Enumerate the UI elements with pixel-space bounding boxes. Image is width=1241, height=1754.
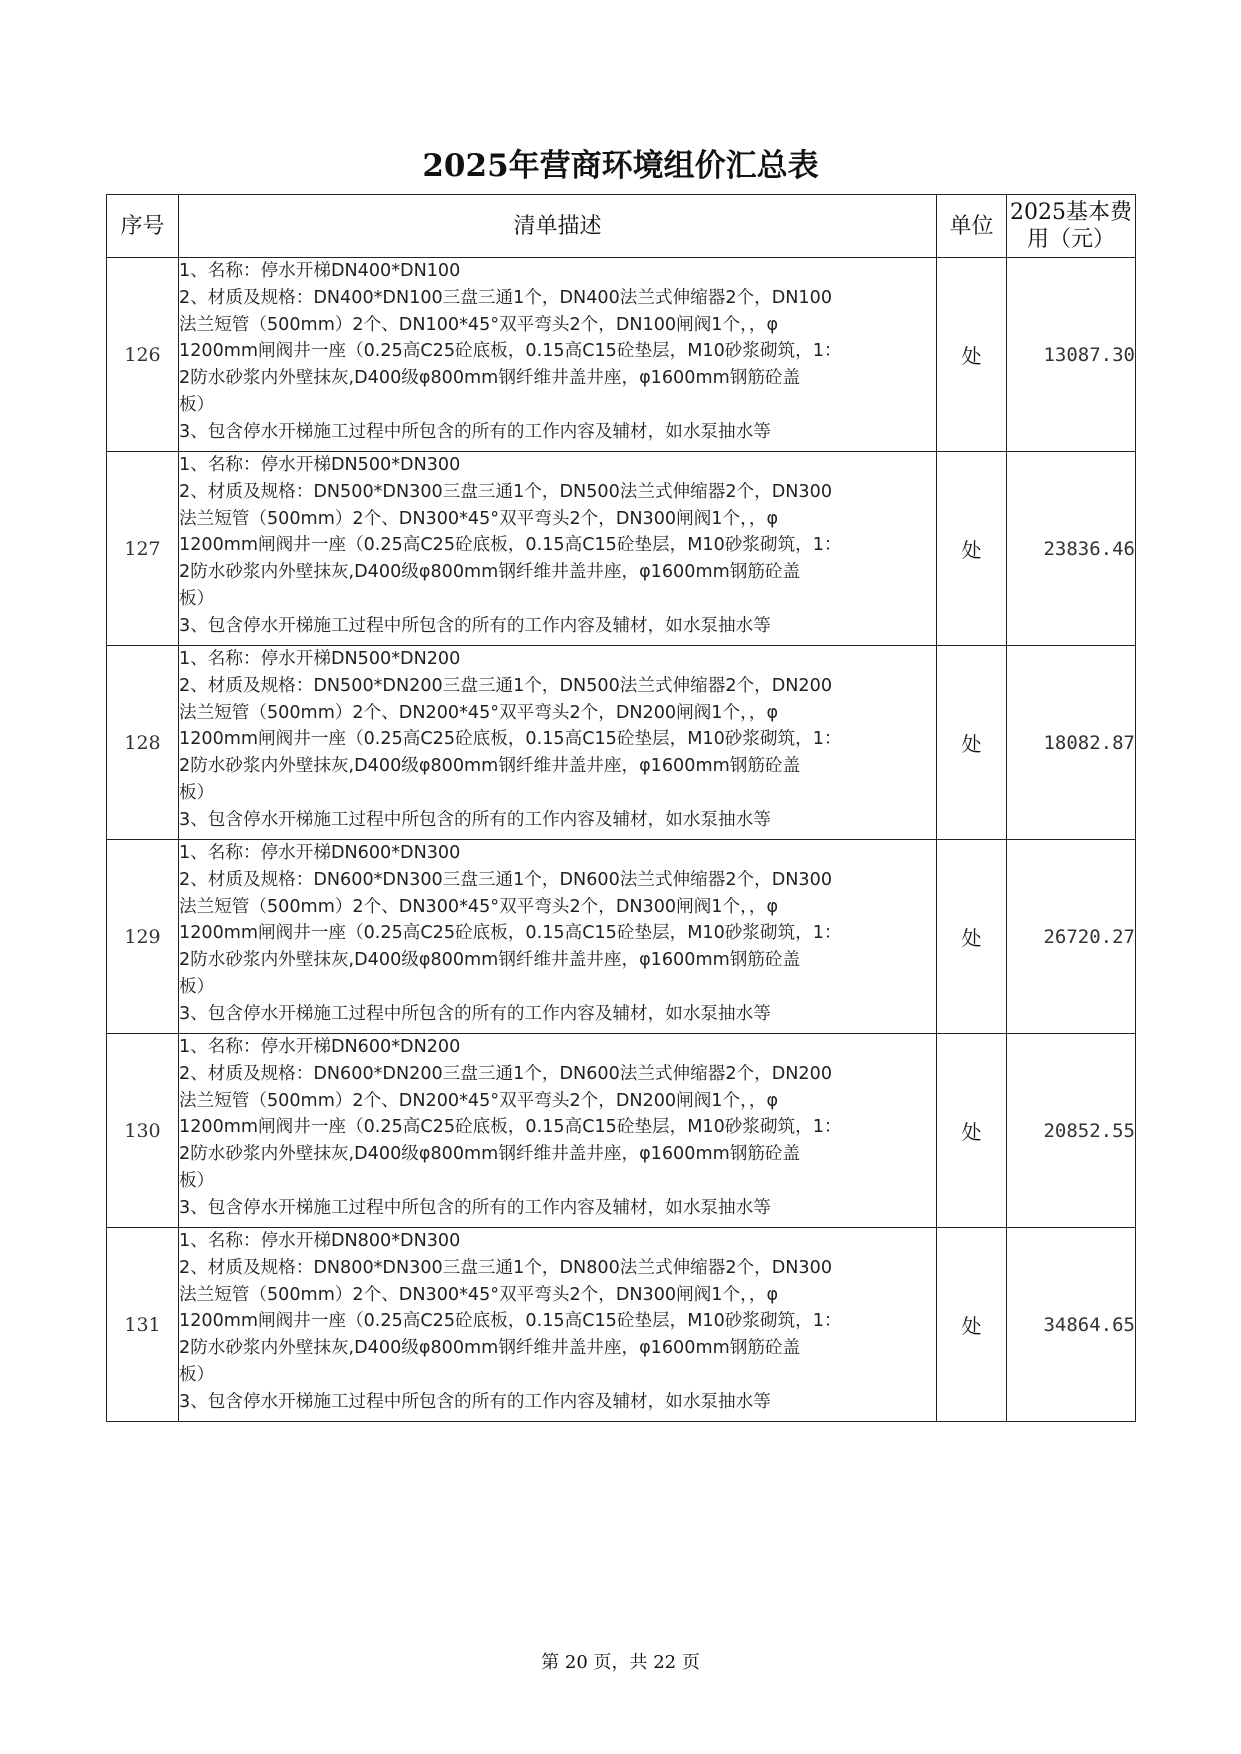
description-line: 板） (179, 976, 215, 997)
row-price: 34864.65 (1007, 1228, 1136, 1422)
description-line: 2、材质及规格：DN800*DN300三盘三通1个，DN800法兰式伸缩器2个，DN300 (179, 1257, 833, 1278)
description-line: 板） (179, 1364, 215, 1385)
header-price (1007, 195, 1136, 258)
row-seq: 128 (107, 646, 179, 840)
description-line: 3、包含停水开梯施工过程中所包含的所有的工作内容及辅材，如水泵抽水等 (179, 615, 771, 636)
header-description: 清单描述 (179, 195, 937, 258)
description-line: 1200mm闸阀井一座（0.25高C25砼底板，0.15高C15砼垫层，M10砂浆砌筑，1： (179, 923, 842, 944)
row-unit: 处 (937, 1034, 1007, 1228)
description-line: 2防水砂浆内外壁抹灰,D400级φ800mm钢纤维井盖井座，φ1600mm钢筋砼盖 (179, 1144, 801, 1165)
row-description (179, 1034, 937, 1228)
table-row (107, 1228, 1136, 1422)
row-unit: 处 (937, 646, 1007, 840)
header-seq: 序号 (107, 195, 179, 258)
description-line: 2、材质及规格：DN500*DN300三盘三通1个，DN500法兰式伸缩器2个，DN300 (179, 481, 833, 502)
description-line: 板） (179, 782, 215, 803)
table-row (107, 840, 1136, 1034)
description-line: 板） (179, 1170, 215, 1191)
description-line: 1、名称：停水开梯DN500*DN300 (179, 455, 461, 475)
description-line: 1、名称：停水开梯DN500*DN200 (179, 649, 461, 669)
table-row (107, 646, 1136, 840)
row-price: 20852.55 (1007, 1034, 1136, 1228)
row-description (179, 646, 937, 840)
row-seq: 130 (107, 1034, 179, 1228)
description-line: 1、名称：停水开梯DN600*DN200 (179, 1037, 461, 1057)
row-price: 18082.87 (1007, 646, 1136, 840)
description-line: 2、材质及规格：DN400*DN100三盘三通1个，DN400法兰式伸缩器2个，DN100 (179, 287, 833, 308)
description-line: 3、包含停水开梯施工过程中所包含的所有的工作内容及辅材，如水泵抽水等 (179, 1197, 771, 1218)
description-line: 法兰短管（500mm）2个、DN200*45°双平弯头2个，DN200闸阀1个，，φ (179, 1090, 779, 1111)
row-unit: 处 (937, 452, 1007, 646)
header-price-line1: 2025基本费 (1010, 200, 1132, 225)
description-line: 3、包含停水开梯施工过程中所包含的所有的工作内容及辅材，如水泵抽水等 (179, 1391, 771, 1412)
row-seq: 129 (107, 840, 179, 1034)
description-line: 1200mm闸阀井一座（0.25高C25砼底板，0.15高C15砼垫层，M10砂浆砌筑，1： (179, 535, 842, 556)
description-line: 法兰短管（500mm）2个、DN200*45°双平弯头2个，DN200闸阀1个，，φ (179, 702, 779, 723)
table-row (107, 258, 1136, 452)
description-line: 法兰短管（500mm）2个、DN300*45°双平弯头2个，DN300闸阀1个，，φ (179, 1284, 779, 1305)
row-description (179, 1228, 937, 1422)
description-line: 2防水砂浆内外壁抹灰,D400级φ800mm钢纤维井盖井座，φ1600mm钢筋砼盖 (179, 950, 801, 971)
description-line: 法兰短管（500mm）2个、DN300*45°双平弯头2个，DN300闸阀1个，，φ (179, 896, 779, 917)
description-line: 2防水砂浆内外壁抹灰,D400级φ800mm钢纤维井盖井座，φ1600mm钢筋砼盖 (179, 1338, 801, 1359)
row-description (179, 258, 937, 452)
row-seq: 126 (107, 258, 179, 452)
description-line: 法兰短管（500mm）2个、DN100*45°双平弯头2个，DN100闸阀1个，，φ (179, 314, 779, 335)
row-description (179, 452, 937, 646)
description-line: 2防水砂浆内外壁抹灰,D400级φ800mm钢纤维井盖井座，φ1600mm钢筋砼盖 (179, 562, 801, 583)
description-line: 1、名称：停水开梯DN400*DN100 (179, 261, 461, 281)
row-unit: 处 (937, 840, 1007, 1034)
row-unit: 处 (937, 258, 1007, 452)
description-line: 板） (179, 588, 215, 609)
page-footer: 第 20 页，共 22 页 (541, 1652, 700, 1673)
description-line: 1200mm闸阀井一座（0.25高C25砼底板，0.15高C15砼垫层，M10砂浆砌筑，1： (179, 1117, 842, 1138)
description-line: 法兰短管（500mm）2个、DN300*45°双平弯头2个，DN300闸阀1个，，φ (179, 508, 779, 529)
row-price: 23836.46 (1007, 452, 1136, 646)
description-line: 3、包含停水开梯施工过程中所包含的所有的工作内容及辅材，如水泵抽水等 (179, 1003, 771, 1024)
description-line: 2防水砂浆内外壁抹灰,D400级φ800mm钢纤维井盖井座，φ1600mm钢筋砼盖 (179, 756, 801, 777)
description-line: 1、名称：停水开梯DN800*DN300 (179, 1231, 461, 1251)
description-line: 1200mm闸阀井一座（0.25高C25砼底板，0.15高C15砼垫层，M10砂浆砌筑，1： (179, 341, 842, 362)
row-price: 13087.30 (1007, 258, 1136, 452)
description-line: 板） (179, 394, 215, 415)
table-row (107, 452, 1136, 646)
description-line: 1200mm闸阀井一座（0.25高C25砼底板，0.15高C15砼垫层，M10砂浆砌筑，1： (179, 1311, 842, 1332)
description-line: 3、包含停水开梯施工过程中所包含的所有的工作内容及辅材，如水泵抽水等 (179, 421, 771, 442)
row-description (179, 840, 937, 1034)
row-unit: 处 (937, 1228, 1007, 1422)
header-row (107, 195, 1136, 258)
description-line: 2防水砂浆内外壁抹灰,D400级φ800mm钢纤维井盖井座，φ1600mm钢筋砼盖 (179, 368, 801, 389)
table-row (107, 1034, 1136, 1228)
description-line: 2、材质及规格：DN500*DN200三盘三通1个，DN500法兰式伸缩器2个，DN200 (179, 675, 833, 696)
description-line: 3、包含停水开梯施工过程中所包含的所有的工作内容及辅材，如水泵抽水等 (179, 809, 771, 830)
row-seq: 131 (107, 1228, 179, 1422)
description-line: 2、材质及规格：DN600*DN200三盘三通1个，DN600法兰式伸缩器2个，DN200 (179, 1063, 833, 1084)
page-title: 2025年营商环境组价汇总表 (422, 148, 819, 184)
price-summary-table (106, 194, 1136, 1422)
row-price: 26720.27 (1007, 840, 1136, 1034)
header-unit: 单位 (937, 195, 1007, 258)
description-line: 1、名称：停水开梯DN600*DN300 (179, 843, 461, 863)
description-line: 2、材质及规格：DN600*DN300三盘三通1个，DN600法兰式伸缩器2个，DN300 (179, 869, 833, 890)
description-line: 1200mm闸阀井一座（0.25高C25砼底板，0.15高C15砼垫层，M10砂浆砌筑，1： (179, 729, 842, 750)
header-price-line2: 用（元） (1026, 227, 1115, 252)
row-seq: 127 (107, 452, 179, 646)
